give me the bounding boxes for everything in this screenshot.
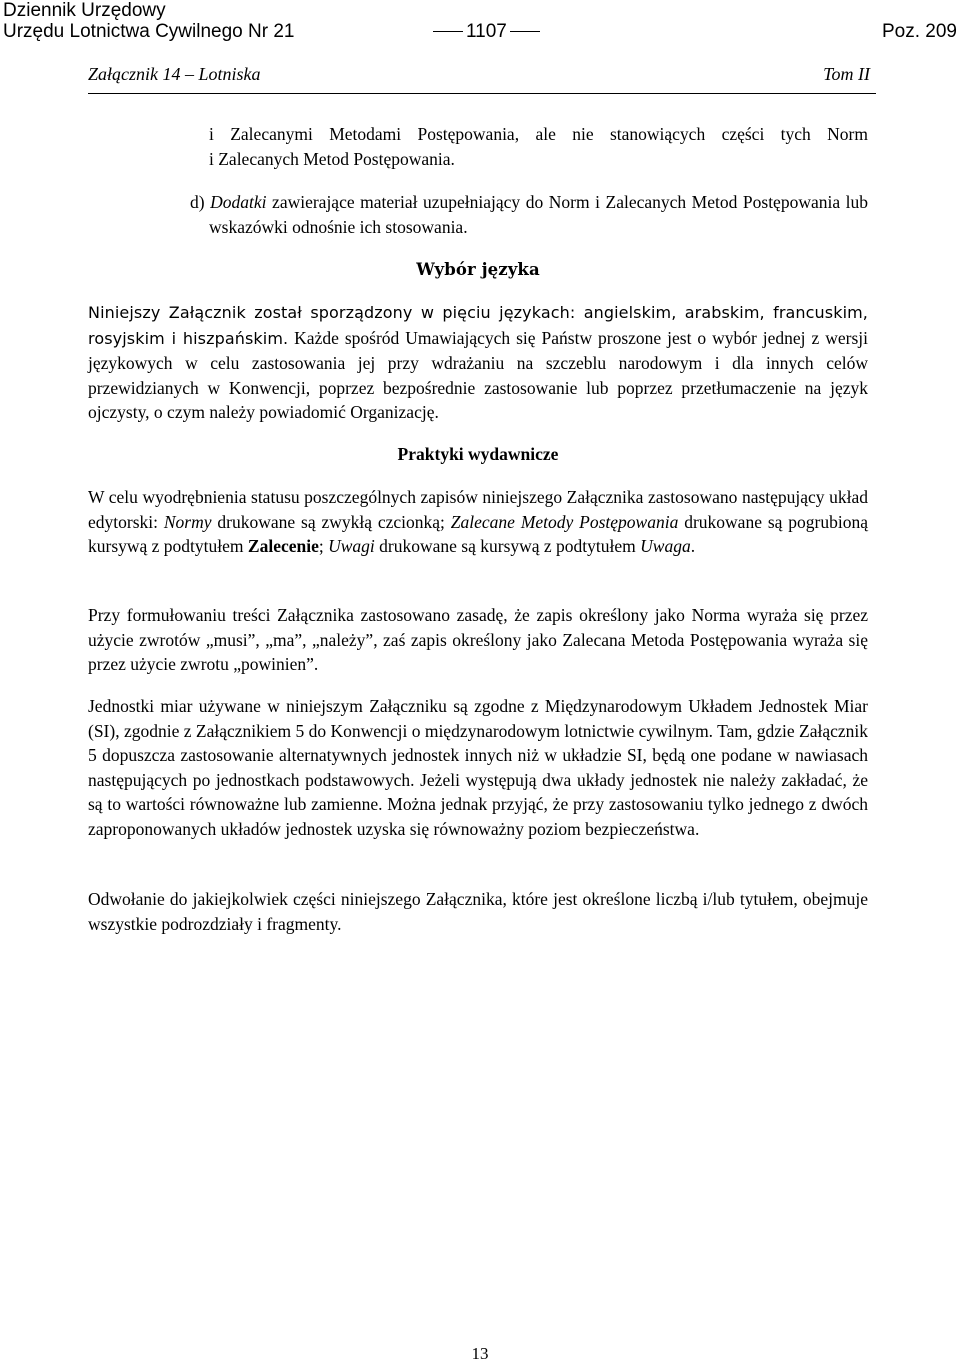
- editorial-normy: Normy: [163, 511, 212, 532]
- position-number: Poz. 209: [882, 21, 957, 42]
- editorial-text-6: .: [690, 536, 696, 557]
- document-header: [0, 0, 960, 44]
- paragraph-d: [88, 190, 868, 239]
- paragraph-norm-wording: [88, 603, 868, 677]
- section-editorial-title: Praktyki wydawnicze: [397, 444, 559, 464]
- publisher-line-2: Urzędu Lotnictwa Cywilnego Nr 21: [3, 21, 295, 42]
- para-d-text: [190, 190, 868, 239]
- references-paragraph: Odwołanie do jakiejkolwiek części niniejszego Załącznika, które jest określone liczbą i/lub tytułem, obejmuje wszystkie podrozdziały i fragmenty.: [88, 889, 868, 934]
- editorial-zalecane: Zalecane Metody Postępowania: [450, 511, 679, 532]
- volume-label: Tom II: [823, 64, 870, 84]
- para-d-prefix: d): [190, 192, 211, 212]
- norm-wording-paragraph: Przy formułowaniu treści Załącznika zastosowano zasadę, że zapis określony jako Norma wyraża się przez użycie zwrotów „musi”, „ma”, „należy”, zaś zapis określony jako Zalecana Metoda Postępowania wyraża się przez użycie zwrotu „powinien”.: [88, 605, 868, 675]
- publisher-line-1: Dziennik Urzędowy: [3, 0, 166, 21]
- para-c-line-2: i Zalecanych Metod Postępowania.: [209, 148, 455, 169]
- editorial-uwaga: Uwaga: [640, 536, 691, 557]
- paragraph-editorial: [88, 485, 868, 559]
- editorial-text-4: ;: [318, 536, 329, 557]
- editorial-text-2: drukowane są zwykłą czcionką;: [211, 511, 451, 532]
- editorial-text-1: W celu wyodrębnienia statusu poszczególnych zapisów niniejszego Załącznika zastosowano następujący układ edytorski:: [88, 487, 868, 532]
- section-language-body: [88, 300, 868, 425]
- section-language-paragraph: [88, 300, 868, 425]
- editorial-paragraph: [88, 485, 868, 559]
- dash-left: [433, 31, 463, 32]
- paragraph-references: [88, 887, 868, 936]
- publisher-block: [3, 0, 294, 42]
- editorial-text-5: drukowane są kursywą z podtytułem: [374, 536, 641, 557]
- para-c-line-1: i Zalecanymi Metodami Postępowania, ale nie stanowiących części tych Norm: [209, 124, 868, 144]
- annex-title: Załącznik 14 – Lotniska: [88, 64, 261, 84]
- para-d-italic: Dodatki: [210, 192, 267, 212]
- units-paragraph: Jednostki miar używane w niniejszym Załączniku są zgodne z Międzynarodowym Układem Jednostek Miar (SI), zgodnie z Załącznikiem 5 do Konwencji o międzynarodowym lotnictwie cywilnym. Tam, gdzie Załącznik 5 dopuszcza zastosowanie alternatywnych jednostek innych niż w układzie SI, będą one podane w nawiasach następujących po jednostkach podstawowych. Jeżeli występują dwa układy jednostek nie należy zakładać, że są to wartości równoważne lub zamienne. Można jednak przyjąć, że przy zastosowaniu tylko jednego z dwóch zaproponowanych układów jednostek uzyska się równoważny poziom bezpieczeństwa.: [88, 696, 868, 839]
- page-number: 13: [471, 1344, 489, 1363]
- header-rule: [88, 93, 876, 94]
- editorial-text-3: drukowane są pogrubioną kursywą z podtytułem: [88, 511, 868, 557]
- para-d-rest: zawierające materiał uzupełniający do Norm i Zalecanych Metod Postępowania lub wskazówki odnośnie ich stosowania.: [209, 192, 869, 237]
- paragraph-c-continuation: [88, 122, 868, 171]
- editorial-zalecenie: Zalecenie: [247, 536, 319, 557]
- editorial-uwagi: Uwagi: [328, 536, 375, 557]
- section-language-title: Wybór języka: [416, 260, 540, 279]
- journal-page-number: [430, 21, 530, 42]
- section-editorial: [88, 442, 868, 467]
- annex-header: [88, 62, 876, 96]
- section-language: [88, 258, 868, 283]
- section-language-serif-text: Każde spośród Umawiających się Państw proszone jest o wybór jednej z wersji językowych w celu zastosowania jej przy wdrażaniu na szczeblu narodowym i dla innych celów przewidzianych w Konwencji, poprzez bezpośrednie zastosowanie lub poprzez przetłumaczenie na język ojczysty, o czym należy powiadomić Organizację.: [88, 327, 868, 423]
- paragraph-units: [88, 694, 868, 842]
- journal-page-number-text: 1107: [466, 21, 507, 42]
- section-language-sans-text: Niniejszy Załącznik został sporządzony w pięciu językach: angielskim, arabskim, francuskim, rosyjskim i hiszpańskim.: [88, 303, 868, 348]
- dash-right: [510, 31, 540, 32]
